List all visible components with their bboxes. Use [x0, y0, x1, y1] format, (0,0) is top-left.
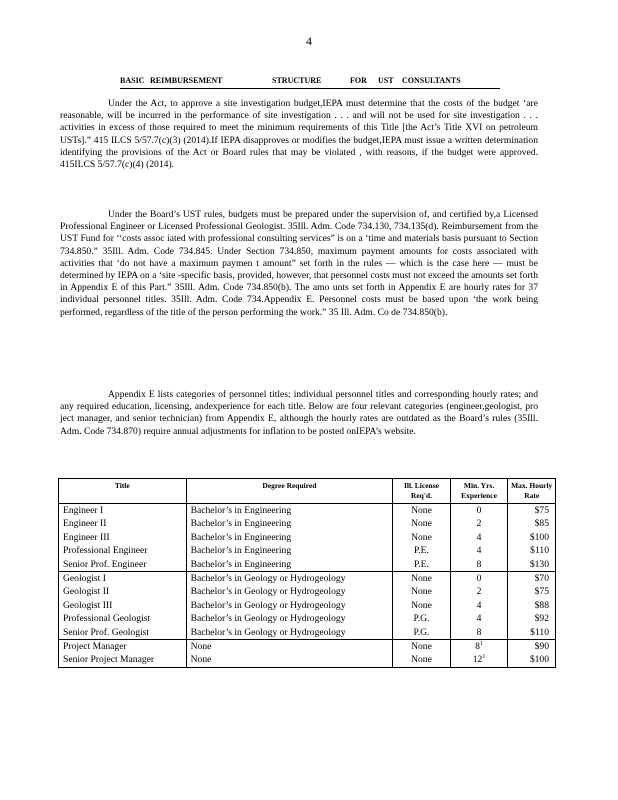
cell-title-text: Geologist II [63, 586, 110, 598]
heading-word: REIMBURSEMENT [150, 76, 223, 85]
cell-title [59, 558, 187, 572]
cell-rate [508, 599, 556, 612]
paragraph: Under the Act, to approve a site investigation budget,IEPA must determine that the costs of the budget ‘are reasonable, will be incurred in the performance of site investigation . . . and will not be used for site investigation . . . activities in excess of those required to meet the minimum requirements of this Title [the Act’s Title XVI on petroleum USTs].” 415 ILCS 5/57.7(c)(3) (2014).If IEPA disapproves or modifies the budget,IEPA must issue a written determination identifying the provisions of the Act or Board rules that may be violated , with reasons, if the budget were approved. 415ILCS 5/57.7(c)(4) (2014). [60, 98, 538, 171]
cell-years [450, 612, 508, 625]
cell-degree-text: Bachelor’s in Geology or Hydrogeology [190, 573, 346, 585]
paragraph: Appendix E lists categories of personnel titles; individual personnel titles and corresponding hourly rates; and any required education, licensing, andexperience for each title. Below are four relevant categories (engineer,geologist, pro ject manager, and senior technician) from Appendix E, although the hourly rates are outdated as the Board’s rules (35Ill. Adm. Code 734.870) require annual adjustments for inflation to be posted onIEPA’s website. [60, 389, 538, 437]
cell-years-text: 4 [476, 613, 482, 625]
cell-license [393, 585, 451, 598]
cell-degree-text: None [190, 654, 212, 666]
cell-rate-text: $110 [530, 626, 549, 638]
cell-license-text: None [411, 586, 432, 598]
cell-rate [508, 626, 556, 640]
cell-degree-text: Bachelor’s in Engineering [190, 558, 292, 570]
cell-years-text: 2 [476, 518, 482, 530]
cell-license-text: P.G. [413, 613, 430, 625]
cell-title-text: Engineer II [63, 518, 107, 530]
cell-rate-text: $110 [530, 545, 549, 557]
footnote-marker: 1 [482, 654, 486, 661]
cell-license [393, 612, 451, 625]
cell-rate [508, 517, 556, 530]
cell-rate [508, 585, 556, 598]
cell-degree [186, 544, 393, 557]
cell-license [393, 544, 451, 557]
cell-rate-text: $90 [534, 641, 549, 653]
cell-title-text: Professional Geologist [63, 613, 151, 625]
cell-years-text: 2 [476, 586, 482, 598]
cell-license-text: None [411, 518, 432, 530]
cell-years [450, 531, 508, 544]
cell-degree-text: None [190, 641, 212, 653]
cell-degree [186, 626, 393, 640]
heading-word: FOR [350, 76, 367, 85]
cell-license [393, 504, 451, 518]
cell-degree-text: Bachelor’s in Engineering [190, 545, 292, 557]
table-row [59, 626, 556, 640]
cell-years-text: 0 [476, 573, 482, 585]
table-row [59, 558, 556, 572]
cell-title-text: Geologist III [63, 599, 113, 611]
table-row [59, 612, 556, 625]
cell-years-text: 12 [472, 654, 483, 666]
cell-title [59, 653, 187, 667]
paragraph: Under the Board’s UST rules, budgets must be prepared under the supervision of, and certified by,a Licensed Professional Engineer or Licensed Professional Geologist. 35Ill. Adm. Code 734.130, 734.135(d). Reimbursement from the UST Fund for ‘‘costs assoc iated with professional consulting services” is on a ‘time and materials basis pursuant to Section 734.850.” 35Ill. Adm. Code 734.845. Under Section 734.850, maximum payment amounts for costs associated with activities that ‘do not have a maximum paymen t amount” set forth in the rules — which is the case here — must be determined by IEPA on a ‘site -specific basis, provided, however, that personnel costs must not exceed the amounts set forth in Appendix E of this Part.” 35Ill. Adm. Code 734.850(b). The amo unts set forth in Appendix E are hourly rates for 37 individual personnel titles. 35Ill. Adm. Code 734.Appendix E. Personnel costs must be based upon ‘the work being performed, regardless of the title of the person performing the work.” 35 Ill. Adm. Co de 734.850(b). [60, 209, 538, 318]
cell-degree [186, 599, 393, 612]
cell-years [450, 572, 508, 586]
table-row [59, 653, 556, 667]
table-row [59, 572, 556, 586]
cell-rate [508, 653, 556, 667]
table-row [59, 531, 556, 544]
header-experience: Min. Yrs. Experience [450, 479, 508, 504]
cell-degree-text: Bachelor’s in Engineering [190, 518, 292, 530]
cell-years-text: 0 [476, 505, 482, 516]
cell-degree [186, 572, 393, 586]
cell-title [59, 544, 187, 557]
cell-degree [186, 504, 393, 518]
cell-license-text: None [411, 599, 432, 611]
cell-years-text: 4 [476, 531, 482, 543]
table-row [59, 517, 556, 530]
cell-years [450, 517, 508, 530]
cell-license [393, 572, 451, 586]
cell-title [59, 504, 187, 518]
cell-license-text: None [411, 531, 432, 543]
header-rate: Max. Hourly Rate [508, 479, 556, 504]
cell-degree-text: Bachelor’s in Engineering [190, 505, 292, 516]
cell-rate-text: $85 [534, 518, 549, 530]
cell-degree-text: Bachelor’s in Engineering [190, 531, 292, 543]
cell-degree-text: Bachelor’s in Geology or Hydrogeology [190, 613, 346, 625]
cell-rate [508, 531, 556, 544]
section-heading [120, 76, 500, 89]
cell-years [450, 585, 508, 598]
cell-years [450, 640, 508, 654]
cell-license-text: None [411, 654, 432, 666]
cell-title-text: Senior Project Manager [63, 654, 155, 666]
cell-rate [508, 640, 556, 654]
cell-degree [186, 653, 393, 667]
header-license: Ill. License Req'd. [393, 479, 451, 504]
cell-license-text: None [411, 573, 432, 585]
heading-word: STRUCTURE [272, 76, 322, 85]
cell-years [450, 626, 508, 640]
cell-rate-text: $75 [534, 586, 549, 598]
cell-degree [186, 517, 393, 530]
cell-rate [508, 572, 556, 586]
header-degree: Degree Required [186, 479, 393, 504]
table-row [59, 585, 556, 598]
cell-title [59, 531, 187, 544]
cell-rate [508, 612, 556, 625]
cell-title [59, 640, 187, 654]
cell-degree-text: Bachelor’s in Geology or Hydrogeology [190, 626, 346, 638]
cell-title [59, 517, 187, 530]
cell-years [450, 599, 508, 612]
cell-title [59, 612, 187, 625]
cell-years [450, 558, 508, 572]
header-title: Title [59, 479, 187, 504]
cell-title-text: Engineer I [63, 505, 104, 516]
cell-license [393, 640, 451, 654]
cell-rate [508, 504, 556, 518]
cell-title-text: Senior Prof. Engineer [63, 558, 147, 570]
cell-license [393, 653, 451, 667]
cell-license-text: P.E. [413, 558, 429, 570]
cell-license [393, 517, 451, 530]
cell-title-text: Project Manager [63, 641, 127, 653]
cell-years [450, 544, 508, 557]
table-header-row [59, 479, 556, 504]
cell-title [59, 599, 187, 612]
cell-rate-text: $100 [529, 654, 549, 666]
cell-title-text: Engineer III [63, 531, 110, 543]
heading-word: BASIC [120, 76, 145, 85]
cell-license [393, 558, 451, 572]
cell-title [59, 572, 187, 586]
cell-title-text: Professional Engineer [63, 545, 148, 557]
cell-rate-text: $75 [534, 505, 549, 516]
page-number: 4 [306, 34, 312, 48]
table-row [59, 504, 556, 518]
cell-rate-text: $130 [529, 558, 549, 570]
cell-title-text: Geologist I [63, 573, 106, 585]
cell-degree-text: Bachelor’s in Geology or Hydrogeology [190, 599, 346, 611]
cell-degree [186, 558, 393, 572]
cell-rate-text: $92 [534, 613, 549, 625]
table-row [59, 640, 556, 654]
cell-license-text: P.E. [413, 545, 429, 557]
personnel-rates-table [58, 478, 556, 668]
cell-license-text: P.G. [413, 626, 430, 638]
cell-license-text: None [411, 505, 432, 516]
cell-rate-text: $70 [534, 573, 549, 585]
cell-years-text: 8 [475, 641, 480, 653]
table-row [59, 599, 556, 612]
cell-degree-text: Bachelor’s in Geology or Hydrogeology [190, 586, 346, 598]
cell-degree [186, 612, 393, 625]
footnote-marker: 1 [479, 640, 483, 647]
cell-license [393, 626, 451, 640]
cell-years-text: 4 [476, 599, 482, 611]
cell-rate [508, 558, 556, 572]
cell-title [59, 626, 187, 640]
cell-degree [186, 585, 393, 598]
heading-word: UST [378, 76, 394, 85]
heading-word: CONSULTANTS [402, 76, 461, 85]
cell-years [450, 653, 508, 667]
cell-years-text: 8 [476, 558, 482, 570]
cell-license-text: None [411, 641, 432, 653]
cell-license [393, 599, 451, 612]
cell-degree [186, 531, 393, 544]
cell-years [450, 504, 508, 518]
cell-degree [186, 640, 393, 654]
cell-rate [508, 544, 556, 557]
table-row [59, 544, 556, 557]
cell-license [393, 531, 451, 544]
cell-title-text: Senior Prof. Geologist [63, 626, 150, 638]
cell-years-text: 8 [476, 626, 482, 638]
cell-years-text: 4 [476, 545, 482, 557]
cell-rate-text: $100 [529, 531, 549, 543]
cell-rate-text: $88 [534, 599, 549, 611]
cell-title [59, 585, 187, 598]
